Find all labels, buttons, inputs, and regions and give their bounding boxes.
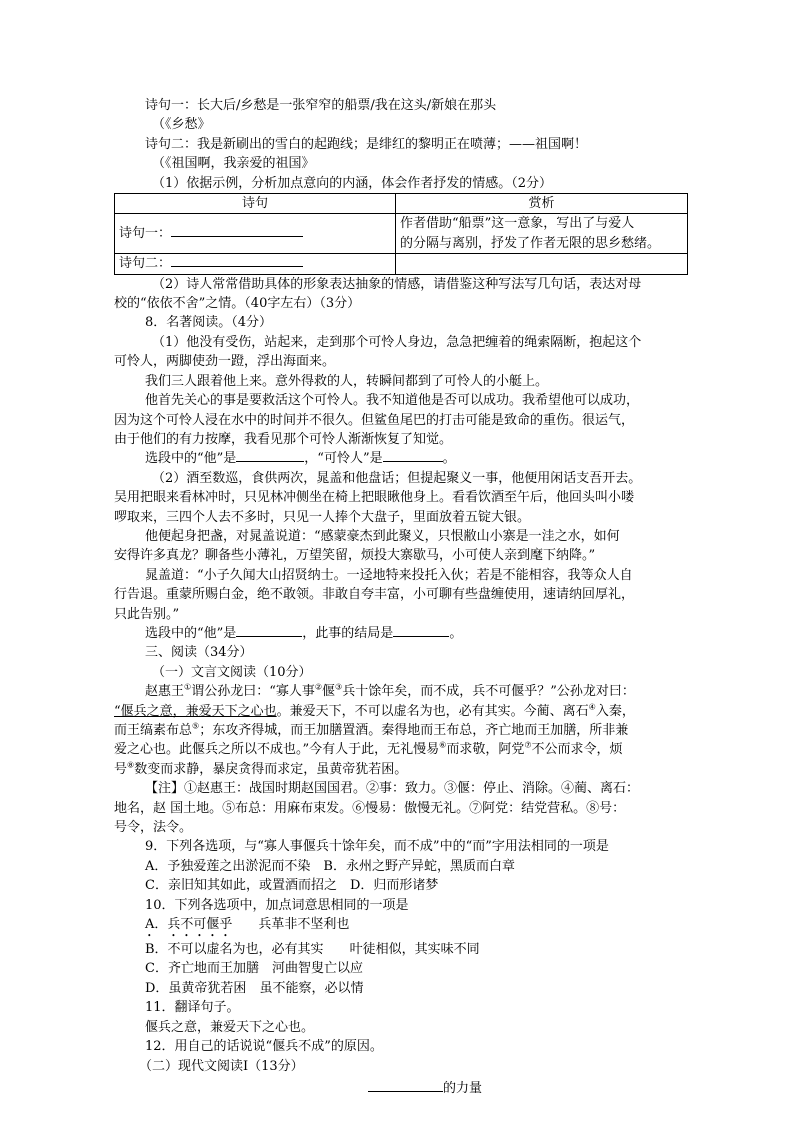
classical-text: 而求敬，阿党 bbox=[446, 742, 525, 758]
footnote-mark: ④ bbox=[588, 702, 596, 712]
passage-text: 吴用把眼来看林冲时，只见林冲侧坐在椅上把眼瞅他身上。看看饮酒至午后，他回头叫小喽 bbox=[114, 490, 635, 506]
annotation-text: 号令，法令。 bbox=[114, 820, 193, 836]
classical-text-4 bbox=[114, 740, 685, 759]
option-text: B．不可以虚名为也，必有其实 bbox=[145, 942, 324, 958]
page-content bbox=[114, 96, 685, 1098]
annotation-text: 地名，赵 国土地。⑤布总：用麻布束发。⑥慢易：傲慢无礼。⑦阿党：结党营私。⑧号： bbox=[114, 800, 626, 816]
question-11-sentence bbox=[145, 1018, 685, 1037]
article-title-text: 的力量 bbox=[442, 1080, 482, 1096]
classical-text: 谓公孙龙曰：“寡人事 bbox=[191, 684, 315, 700]
title-blank[interactable] bbox=[368, 1079, 443, 1092]
classical-text: 不公而求令，烦 bbox=[531, 742, 623, 758]
underlined-sentence: “偃兵之意，兼爱天下之心也 bbox=[114, 703, 277, 719]
question-9-text: 9．下列各选项，与“寡人事偃兵十馀年矣，而不成”中的“而”字用法相同的一项是 bbox=[145, 839, 609, 855]
passage-text: 安得许多真龙？聊备些小薄礼，万望笑留，烦投大寨歇马，小可使人亲到麾下纳降。” bbox=[114, 548, 596, 564]
analysis-table bbox=[114, 193, 688, 275]
answer-blank[interactable] bbox=[236, 624, 302, 637]
passage-8-3-cont bbox=[114, 430, 685, 449]
sentence-to-translate: 偃兵之意，兼爱天下之心也。 bbox=[145, 1019, 315, 1035]
article-title bbox=[145, 1079, 685, 1098]
footnote-mark: ⑦ bbox=[524, 741, 532, 751]
passage-text: 晁盖道：“小子久闻大山招贤纳士。一迳地特来投托入伙；若是不能相容，我等众人自 bbox=[145, 567, 633, 583]
passage-text: 因为这个可怜人浸在水中的时间并不很久。但鲨鱼尾巴的打击可能是致命的重伤。很运气， bbox=[114, 412, 635, 428]
question-9-options-ab[interactable] bbox=[145, 857, 685, 876]
passage-8-6-cont bbox=[114, 546, 685, 565]
question-10-option-b[interactable] bbox=[145, 940, 685, 959]
passage-text: 由于他们的有力按摩，我看见那个可怜人渐渐恢复了知觉。 bbox=[114, 431, 453, 447]
answer-blank[interactable] bbox=[383, 449, 443, 462]
poem-line-2 bbox=[145, 135, 685, 154]
question-9-option[interactable]: A．予独爱莲之出淤泥而不染 B．永州之野产异蛇，黑质而白章 bbox=[145, 858, 515, 874]
question-9-options-cd[interactable] bbox=[145, 876, 685, 895]
question-9 bbox=[145, 837, 685, 856]
analysis-line: 的分隔与离别，抒发了作者无限的思乡愁绪。 bbox=[400, 235, 661, 251]
classical-text: 爱之心也。此偃兵之所以不成也。”今有人于此，无礼慢易 bbox=[114, 742, 440, 758]
passage-text: （1）他没有受伤，站起来，走到那个可怜人身边，急急把缠着的绳索隔断，抱起这个 bbox=[152, 334, 642, 350]
classical-text-3 bbox=[114, 721, 685, 740]
footnote-mark: ⑥ bbox=[439, 741, 447, 751]
answer-blank[interactable] bbox=[236, 449, 304, 462]
poem-2-source: （《祖国啊，我亲爱的祖国》 bbox=[152, 156, 315, 172]
poem-source-1 bbox=[145, 115, 685, 134]
passage-8-5-cont bbox=[114, 488, 685, 507]
table-cell-poem-1[interactable] bbox=[115, 214, 396, 254]
question-8-1-fill bbox=[145, 449, 685, 468]
annotation-1 bbox=[145, 779, 685, 798]
table-header-analysis: 赏析 bbox=[396, 194, 688, 214]
classical-text: 偃 bbox=[322, 684, 336, 700]
passage-text: 他便起身把盏，对晁盖说道：“感蒙豪杰到此聚义，只恨敝山小寨是一洼之水，如何 bbox=[145, 528, 620, 544]
subsection-title: （一）文言文阅读（10分） bbox=[152, 664, 312, 680]
section-title: 三、阅读（34分） bbox=[145, 645, 253, 661]
option-text: D．虽黄帝犹若困 bbox=[145, 980, 247, 996]
classical-text: 而王缟素布总 bbox=[114, 723, 193, 738]
option-text: C．齐亡地而王加膳 bbox=[145, 961, 259, 977]
fill-text: 选段中的“他”是 bbox=[145, 451, 237, 467]
footnote-mark: ⑤ bbox=[192, 721, 200, 731]
annotation-text: 【注】①赵惠王：战国时期赵国国君。②事：致力。③偃：停止、消除。④蔺、离石： bbox=[145, 781, 640, 797]
passage-8-5 bbox=[145, 469, 685, 488]
section-3-heading bbox=[145, 643, 685, 662]
passage-text: 可怜人，两脚使劲一蹬，浮出海面来。 bbox=[114, 354, 336, 370]
fill-text: ，“可怜人”是 bbox=[304, 451, 383, 467]
classical-text-2 bbox=[114, 702, 685, 721]
classical-text-5 bbox=[114, 760, 685, 779]
answer-blank[interactable] bbox=[393, 624, 449, 637]
poem-1-source: （《乡愁》 bbox=[152, 117, 211, 133]
fill-text: ，此事的结局是 bbox=[302, 625, 394, 641]
subsection-1-heading bbox=[145, 663, 685, 682]
question-10 bbox=[145, 896, 685, 915]
poem-2-text: 诗句二：我是新刷出的雪白的起跑线；是绯红的黎明正在喷薄；——祖国啊！ bbox=[145, 136, 588, 152]
fill-text: 。 bbox=[442, 451, 456, 467]
question-10-text: 10．下列各选项中，加点词意思相同的一项是 bbox=[145, 897, 409, 913]
table-row bbox=[115, 254, 688, 274]
question-8-title: 8．名著阅读。（4分） bbox=[145, 315, 273, 331]
option-text: 河曲智叟亡以应 bbox=[271, 961, 363, 977]
passage-8-1 bbox=[145, 333, 685, 352]
question-10-option-a[interactable] bbox=[145, 915, 685, 940]
question-7-2-text: （2）诗人常常借助具体的形象表达抽象的情感，请借鉴这种写法写几句话，表达对母 bbox=[152, 276, 642, 292]
analysis-line: 作者借助“船票”这一意象，写出了与爱人 bbox=[400, 216, 635, 232]
question-10-option-d[interactable] bbox=[145, 979, 685, 998]
question-7-1-text: （1）依据示例，分析加点意向的内涵，体会作者抒发的情感。（2分） bbox=[152, 175, 553, 191]
passage-8-3-cont bbox=[114, 411, 685, 430]
option-text: A．兵不可偃乎 bbox=[145, 917, 233, 933]
poem-line-1 bbox=[145, 96, 685, 115]
question-11 bbox=[145, 998, 685, 1017]
footnote-mark: ② bbox=[314, 682, 323, 692]
classical-text: 数变而求静，暴戾贪得而求定，虽黄帝犹若困。 bbox=[134, 761, 408, 777]
fill-text: 选段中的“他”是 bbox=[145, 625, 237, 641]
classical-text: 兵十馀年矣，而不成，兵不可偃乎？”公孙龙对曰： bbox=[342, 684, 635, 700]
classical-text: 。兼爱天下，不可以虚名为也，必有其实。今蔺、离石 bbox=[276, 703, 589, 719]
question-9-option[interactable]: C．亲旧知其如此，或置酒而招之 D．归而形诸梦 bbox=[145, 878, 439, 894]
passage-8-2 bbox=[145, 372, 685, 391]
question-8-2-fill bbox=[145, 624, 685, 643]
question-12-text: 12．用自己的话说说“偃兵不成”的原因。 bbox=[145, 1039, 383, 1055]
table-header-row bbox=[115, 194, 688, 214]
passage-8-6 bbox=[145, 527, 685, 546]
passage-8-7-cont bbox=[114, 585, 685, 604]
classical-text-1 bbox=[145, 682, 685, 701]
classical-text: 号 bbox=[114, 761, 128, 777]
poem-source-2 bbox=[145, 154, 685, 173]
question-11-text: 11．翻译句子。 bbox=[145, 1000, 240, 1016]
annotation-2 bbox=[114, 799, 685, 818]
option-text: 叶徒相似，其实味不同 bbox=[349, 942, 480, 958]
classical-text: 入秦， bbox=[595, 703, 635, 719]
table-cell-poem-2[interactable] bbox=[115, 254, 396, 274]
option-text: 虽不能察，必以情 bbox=[259, 980, 364, 996]
table-cell-analysis-2[interactable] bbox=[396, 254, 688, 274]
footnote-mark: ① bbox=[184, 682, 192, 692]
question-8-heading bbox=[145, 313, 685, 332]
question-10-option-c[interactable] bbox=[145, 959, 685, 978]
question-7-1 bbox=[145, 174, 685, 193]
option-text: 兵革非不坚利也 bbox=[258, 917, 350, 933]
fill-text: 。 bbox=[449, 625, 463, 641]
footnote-mark: ⑧ bbox=[127, 760, 135, 770]
question-7-2 bbox=[145, 275, 685, 294]
footnote-mark: ③ bbox=[335, 682, 343, 692]
passage-text: 啰取来，三四个人去不多时，只见一人捧个大盘子，里面放着五锭大银。 bbox=[114, 509, 531, 525]
question-7-2-text-cont: 校的“依依不舍”之情。（40字左右）（3分） bbox=[114, 296, 361, 312]
table-header-poem: 诗句 bbox=[115, 194, 396, 214]
passage-text: 他首先关心的事是要救活这个可怜人。我不知道他是否可以成功。我希望他可以成功， bbox=[145, 393, 640, 409]
passage-8-5-cont bbox=[114, 508, 685, 527]
question-12 bbox=[145, 1037, 685, 1056]
annotation-3 bbox=[114, 818, 685, 837]
classical-text: ；东攻齐得城，而王加膳置酒。秦得地而王布总，齐亡地而王加膳，所非兼 bbox=[199, 723, 629, 738]
cell-label: 诗句二： bbox=[119, 256, 172, 272]
subsection-title: （二）现代文阅读Ⅰ（13分） bbox=[139, 1058, 304, 1074]
answer-blank[interactable] bbox=[171, 254, 303, 267]
passage-8-7-cont bbox=[114, 605, 685, 624]
passage-text: 行告退。重蒙所赐白金，绝不敢领。非敢自夸丰富，小可聊有些盘缠使用，速请纳回厚礼， bbox=[114, 587, 635, 603]
passage-text: 只此告别。” bbox=[114, 606, 180, 622]
question-7-2-cont bbox=[114, 294, 685, 313]
poem-1-text: 诗句一：长大后/乡愁是一张窄窄的船票/我在这头/新娘在那头 bbox=[145, 98, 497, 113]
passage-text: （2）酒至数巡，食供两次，晁盖和他盘话；但提起聚义一事，他便用闲话支吾开去。 bbox=[152, 470, 642, 486]
classical-text: 赵惠王 bbox=[145, 684, 185, 700]
answer-blank[interactable] bbox=[171, 224, 303, 237]
table-cell-analysis-1 bbox=[396, 214, 688, 254]
table-row bbox=[115, 214, 688, 254]
passage-8-1-cont bbox=[114, 352, 685, 371]
cell-label: 诗句一： bbox=[119, 226, 172, 242]
passage-8-3 bbox=[145, 391, 685, 410]
passage-8-7 bbox=[145, 566, 685, 585]
subsection-2-heading bbox=[139, 1057, 685, 1076]
passage-text: 我们三人跟着他上来。意外得救的人，转瞬间都到了可怜人的小艇上。 bbox=[145, 373, 549, 389]
